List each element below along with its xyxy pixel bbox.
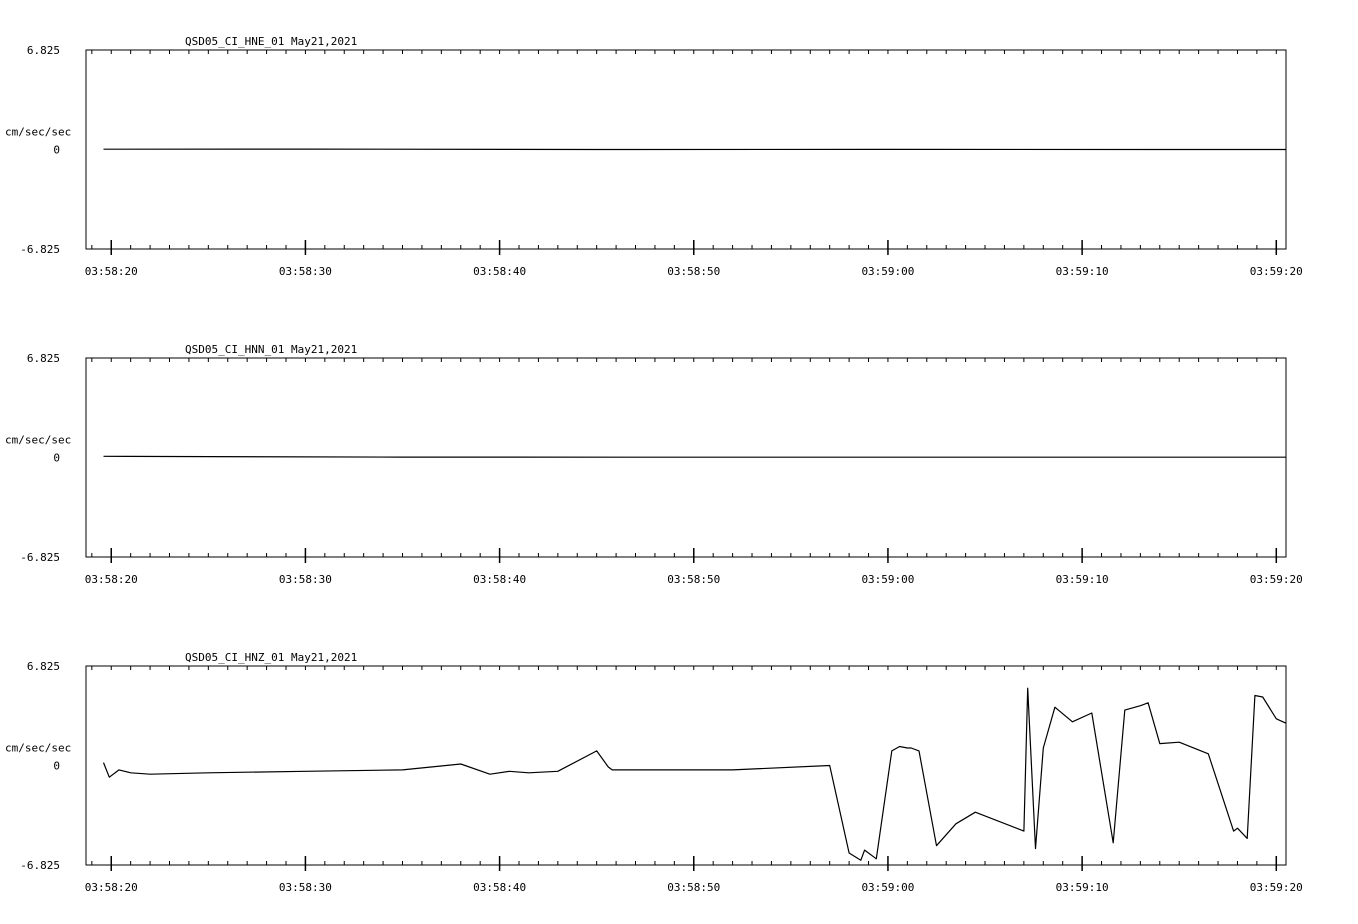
panel-1 bbox=[5, 35, 1358, 278]
y-tick-label-top: 6.825 bbox=[26, 660, 60, 673]
data-series-line bbox=[104, 456, 1287, 457]
x-tick-label: 03:58:20 bbox=[84, 881, 138, 894]
x-tick-label: 03:58:30 bbox=[278, 573, 332, 586]
x-tick-label: 03:59:20 bbox=[1249, 881, 1303, 894]
x-tick-label: 03:58:30 bbox=[278, 265, 332, 278]
x-tick-label: 03:58:50 bbox=[667, 573, 721, 586]
y-tick-label-bottom: -6.825 bbox=[20, 551, 60, 564]
x-tick-label: 03:58:20 bbox=[84, 265, 138, 278]
x-tick-label: 03:58:40 bbox=[473, 881, 527, 894]
y-tick-label-zero: 0 bbox=[53, 451, 60, 465]
panel-3 bbox=[5, 651, 1358, 894]
panel-title: QSD05_CI_HNN_01 May21,2021 bbox=[185, 343, 358, 356]
x-tick-label: 03:58:20 bbox=[84, 573, 138, 586]
x-tick-label: 03:59:10 bbox=[1055, 265, 1109, 278]
x-tick-label: 03:59:00 bbox=[861, 881, 915, 894]
x-tick-label: 03:59:00 bbox=[861, 573, 915, 586]
x-tick-label: 03:58:30 bbox=[278, 881, 332, 894]
y-tick-label-top: 6.825 bbox=[26, 44, 60, 57]
x-tick-label: 03:59:20 bbox=[1249, 265, 1303, 278]
plot-frame bbox=[86, 666, 1286, 865]
x-tick-label: 03:59:00 bbox=[861, 265, 915, 278]
panel-title: QSD05_CI_HNZ_01 May21,2021 bbox=[185, 651, 358, 664]
x-tick-label: 03:59:10 bbox=[1055, 881, 1109, 894]
y-axis-label: cm/sec/sec bbox=[5, 125, 72, 139]
panel-2 bbox=[5, 343, 1358, 586]
y-axis-label: cm/sec/sec bbox=[5, 741, 72, 755]
x-tick-label: 03:58:40 bbox=[473, 573, 527, 586]
x-tick-label: 03:58:40 bbox=[473, 265, 527, 278]
y-tick-label-bottom: -6.825 bbox=[20, 243, 60, 256]
y-axis-label: cm/sec/sec bbox=[5, 433, 72, 447]
y-tick-label-zero: 0 bbox=[53, 143, 60, 157]
x-tick-label: 03:58:50 bbox=[667, 881, 721, 894]
x-tick-label: 03:58:50 bbox=[667, 265, 721, 278]
data-series-line bbox=[104, 688, 1287, 860]
x-tick-label: 03:59:20 bbox=[1249, 573, 1303, 586]
y-tick-label-top: 6.825 bbox=[26, 352, 60, 365]
y-tick-label-zero: 0 bbox=[53, 759, 60, 773]
y-tick-label-bottom: -6.825 bbox=[20, 859, 60, 872]
panel-title: QSD05_CI_HNE_01 May21,2021 bbox=[185, 35, 358, 48]
x-tick-label: 03:59:10 bbox=[1055, 573, 1109, 586]
